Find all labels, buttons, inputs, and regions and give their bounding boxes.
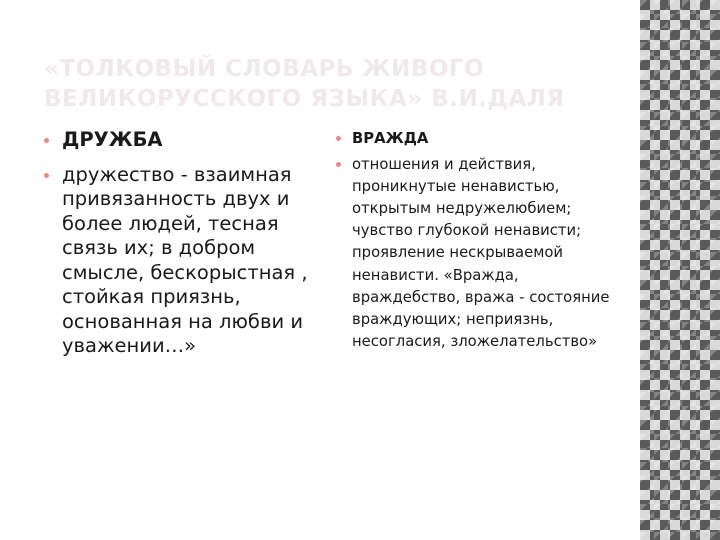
bullet-dot-icon (336, 162, 341, 167)
diamond-pattern-decoration (640, 0, 720, 540)
friendship-column (40, 128, 312, 359)
enmity-heading: ВРАЖДА (352, 130, 429, 147)
bullet-dot-icon (336, 136, 341, 141)
enmity-definition-item (334, 154, 624, 353)
friendship-heading: ДРУЖБА (62, 128, 163, 151)
enmity-heading-item (334, 128, 624, 150)
enmity-column (334, 128, 624, 353)
friendship-definition: дружество - взаимная привязанность двух и более людей, тесная связь их; в добром смысле, бескорыстная , стойкая приязнь, основанная на любви и уважении…» (62, 162, 308, 357)
slide-title: «ТОЛКОВЫЙ СЛОВАРЬ ЖИВОГО ВЕЛИКОРУССКОГО ЯЗЫКА» В.И.ДАЛЯ (44, 56, 565, 112)
friendship-definition-item (40, 163, 312, 359)
friendship-heading-item (40, 128, 312, 153)
bullet-dot-icon (44, 173, 49, 178)
enmity-definition: отношения и действия, проникнутые ненавистью, открытым недружелюбием; чувство глубокой ненависти; проявление нескрываемой ненависти. «Вражда, враждебство, вража - состояние враждующих; неприязнь, несогласия, зложелательство» (352, 156, 610, 350)
bullet-dot-icon (44, 138, 49, 143)
